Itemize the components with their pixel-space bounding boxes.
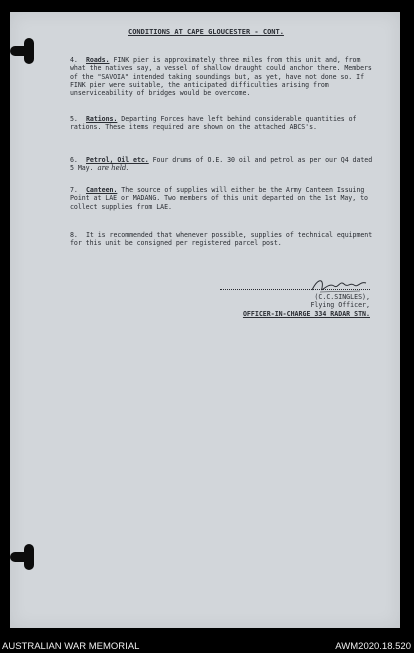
binder-clip-top [10,46,30,56]
footer-accession: AWM2020.18.520 [335,641,411,652]
paragraph-number: 4. [70,56,78,64]
handwritten-note: are held. [97,164,129,173]
paragraph-heading: Roads. [86,56,110,64]
paragraph-text: The source of supplies will either be the Army Canteen Issuing Point at LAE or MADANG. Two members of this unit departed on the 1st May, to collect supplies from LAE. [70,186,368,211]
paragraph-4 [70,56,378,97]
signatory-name: (C.C.SINGLES), [314,293,370,301]
signature-dotted-line [220,289,370,290]
paragraph-7 [70,186,378,211]
signatory-rank: Flying Officer, [310,301,370,310]
paragraph-text: Four drums of O.E. 30 oil and petrol as per our Q4 dated 5 May. [70,156,373,173]
paragraph-text: FINK pier is approximately three miles from this unit and, from what the natives say, a vessel of shallow draught could anchor there. Members of the "SAVOIA" intended taking soundings but, as yet, have not done so. If FINK pier were suitable, the anticipated difficulties arising from unserviceability of bridges would be overcome. [70,56,372,98]
footer-source: AUSTRALIAN WAR MEMORIAL [2,641,140,652]
signature-block [210,293,370,318]
paragraph-8 [70,231,378,248]
signatory-role: OFFICER-IN-CHARGE 334 RADAR STN. [242,309,370,318]
paragraph-text: It is recommended that whenever possible, supplies of technical equipment for this unit be consigned per registered parcel post. [70,231,373,248]
paragraph-5 [70,115,378,132]
paragraph-number: 6. [70,156,78,164]
binder-clip-bottom [10,552,30,562]
footer-bar [0,640,414,653]
paragraph-number: 5. [70,115,78,123]
paragraph-number: 7. [70,186,78,194]
paragraph-6 [70,156,378,173]
document-page [10,12,400,628]
paragraph-heading: Canteen. [86,186,118,194]
paragraph-heading: Petrol, Oil etc. [86,156,149,164]
paragraph-number: 8. [70,231,78,239]
paragraph-heading: Rations. [86,115,118,123]
paragraph-text: Departing Forces have left behind considerable quantities of rations. These items required are shown on the attached ABCS's. [70,115,357,132]
document-title: CONDITIONS AT CAPE GLOUCESTER - CONT. [128,28,284,36]
